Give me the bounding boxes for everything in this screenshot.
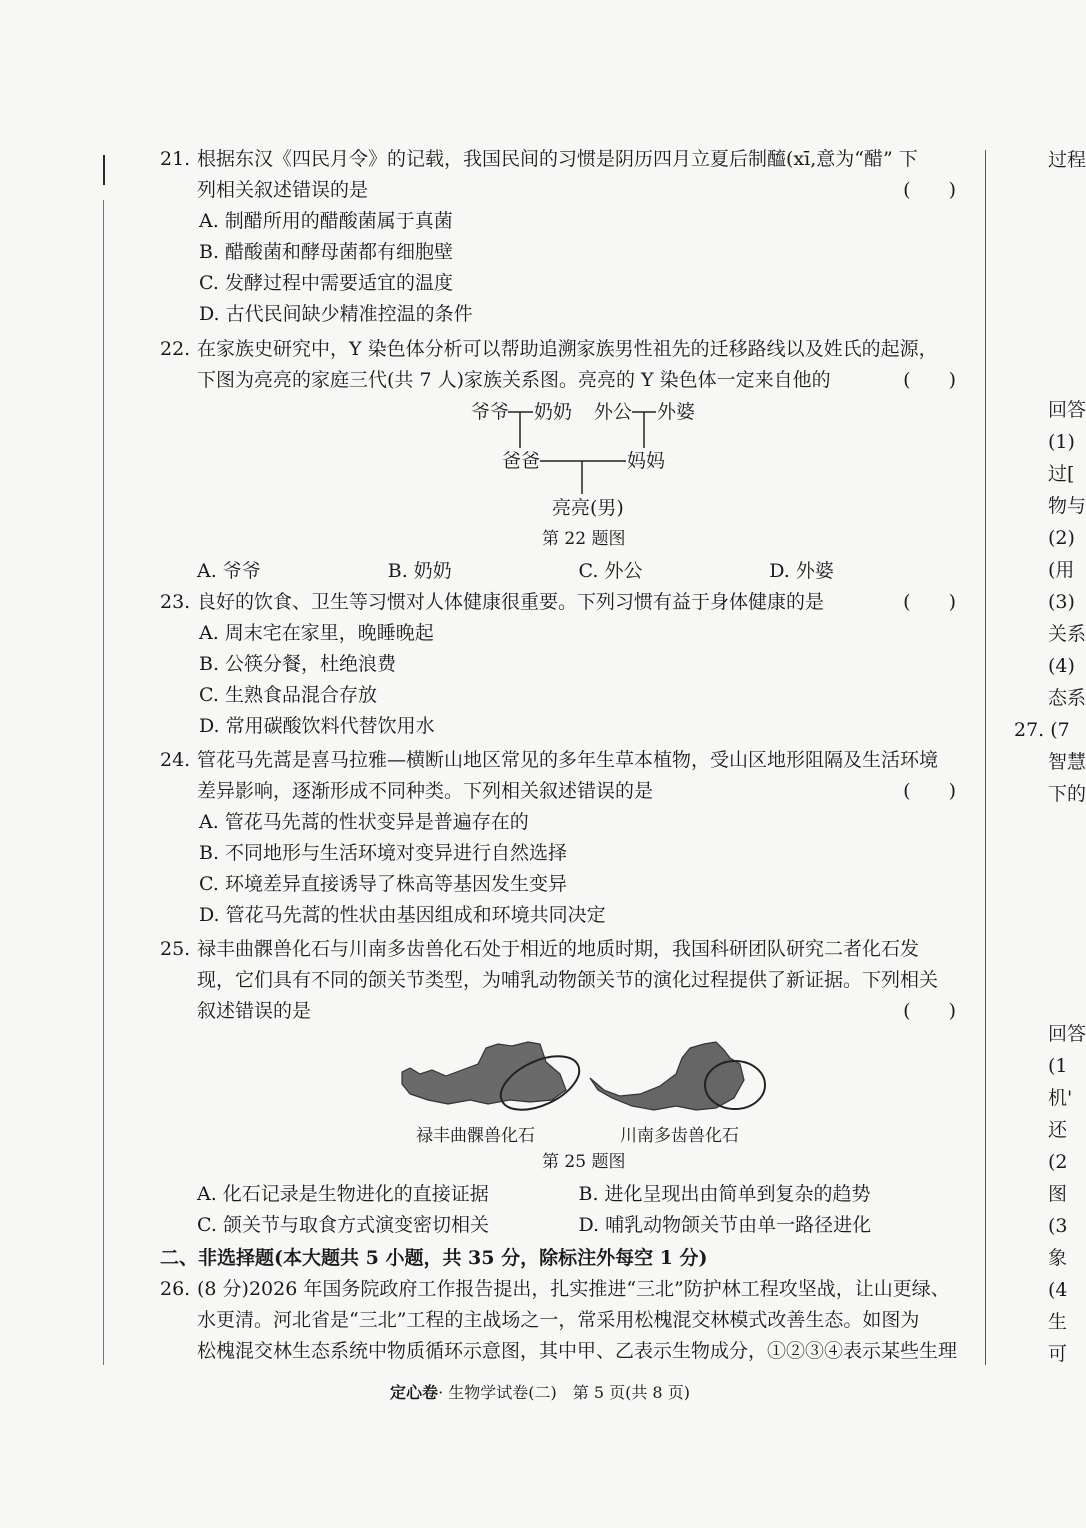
footer-title: · 生物学试卷(二): [438, 1383, 557, 1402]
right-col-1: 过程: [1048, 149, 1086, 171]
question-number: 26.: [160, 1278, 191, 1300]
fossil-left-joint-circle: [493, 1045, 588, 1120]
tree-child: 亮亮(男): [552, 497, 624, 519]
question-25-options: [160, 1179, 960, 1241]
right-col-12: 27. (7: [1014, 719, 1070, 741]
right-col-24: 生: [1048, 1311, 1068, 1333]
option-d: D. 哺乳动物颌关节由单一路径进化: [578, 1214, 872, 1236]
right-col-8: (3): [1048, 591, 1075, 613]
answer-paren: ( ): [903, 369, 956, 391]
option-d: D. 古代民间缺少精准控温的条件: [199, 303, 473, 325]
answer-paren: ( ): [903, 1000, 956, 1022]
section-heading: 二、非选择题(本大题共 5 小题，共 35 分，除标注外每空 1 分): [160, 1247, 708, 1269]
question-stem: (8 分)2026 年国务院政府工作报告提出，扎实推进“三北”防护林工程攻坚战，让山更绿、: [197, 1278, 950, 1300]
right-col-17: 机': [1048, 1087, 1073, 1109]
right-col-3: (1): [1048, 431, 1075, 453]
right-col-2: 回答: [1048, 399, 1086, 421]
question-number: 24.: [160, 749, 191, 771]
right-col-5: 物与: [1048, 495, 1086, 517]
right-col-23: (4: [1048, 1279, 1068, 1301]
answer-paren: ( ): [903, 179, 956, 201]
question-stem: 在家族史研究中，Y 染色体分析可以帮助追溯家族男性祖先的迁移路线以及姓氏的起源，: [197, 338, 938, 360]
question-stem: 根据东汉《四民月令》的记载，我国民间的习惯是阴历四月立夏后制醯(xī,意为“醋” 下: [197, 148, 918, 170]
tree-father: 爸爸: [502, 450, 541, 472]
question-stem: 水更清。河北省是“三北”工程的主战场之一，常采用松槐混交林模式改善生态。如图为: [197, 1309, 920, 1331]
option-d: D. 管花马先蒿的性状由基因组成和环境共同决定: [199, 904, 606, 926]
question-stem: 松槐混交林生态系统中物质循环示意图，其中甲、乙表示生物成分，①②③④表示某些生理: [197, 1340, 958, 1362]
right-col-20: 图: [1048, 1183, 1068, 1205]
figure-caption: 第 22 题图: [542, 529, 626, 549]
fossil-left-jaw: [402, 1042, 566, 1104]
question-23: [160, 587, 960, 742]
option-a: A. 周末宅在家里，晚睡晚起: [199, 622, 434, 644]
right-col-11: 态系: [1048, 687, 1086, 709]
option-c: C. 生熟食品混合存放: [199, 684, 377, 706]
tree-mother: 妈妈: [627, 450, 666, 472]
right-col-6: (2): [1048, 527, 1075, 549]
question-number: 23.: [160, 591, 191, 613]
figure-caption: 第 25 题图: [542, 1152, 626, 1172]
option-b: B. 公筷分餐，杜绝浪费: [199, 653, 397, 675]
answer-paren: ( ): [903, 780, 956, 802]
question-stem: 现，它们具有不同的颌关节类型，为哺乳动物颌关节的演化过程提供了新证据。下列相关: [197, 969, 939, 991]
question-24: [160, 745, 960, 931]
question-26: [160, 1274, 960, 1367]
question-stem: 良好的饮食、卫生等习惯对人体健康很重要。下列习惯有益于身体健康的是: [197, 591, 825, 613]
option-c: C. 环境差异直接诱导了株高等基因发生变异: [199, 873, 567, 895]
question-stem: 差异影响，逐渐形成不同种类。下列相关叙述错误的是: [197, 780, 654, 802]
question-25: [160, 934, 960, 1027]
right-col-4: 过[: [1048, 463, 1075, 485]
page-footer: [0, 1380, 1080, 1403]
fossil-right-jaw: [590, 1042, 744, 1110]
tree-maternal-grandma: 外婆: [657, 401, 696, 423]
right-col-16: (1: [1048, 1055, 1068, 1077]
option-a: A. 制醋所用的醋酸菌属于真菌: [199, 210, 453, 232]
question-stem: 禄丰曲髁兽化石与川南多齿兽化石处于相近的地质时期，我国科研团队研究二者化石发: [197, 938, 920, 960]
option-c: C. 颌关节与取食方式演变密切相关: [197, 1214, 489, 1236]
right-col-18: 还: [1048, 1119, 1068, 1141]
left-border-line: [103, 200, 104, 1365]
option-c: C. 外公: [578, 560, 643, 582]
right-col-13: 智慧: [1048, 751, 1086, 773]
option-b: B. 醋酸菌和酵母菌都有细胞壁: [199, 241, 454, 263]
question-22-options: [160, 556, 960, 587]
question-number: 25.: [160, 938, 191, 960]
option-b: B. 不同地形与生活环境对变异进行自然选择: [199, 842, 568, 864]
footer-brand: 定心卷: [390, 1383, 439, 1402]
question-21: [160, 144, 960, 330]
right-col-14: 下的: [1048, 783, 1086, 805]
tree-grandpa: 爷爷: [471, 401, 510, 423]
question-number: 21.: [160, 148, 191, 170]
option-b: B. 进化呈现出由简单到复杂的趋势: [578, 1183, 871, 1205]
right-col-10: (4): [1048, 655, 1075, 677]
answer-paren: ( ): [903, 591, 956, 613]
option-d: D. 常用碳酸饮料代替饮用水: [199, 715, 435, 737]
right-col-9: 关系: [1048, 623, 1086, 645]
fossil-left-label: 禄丰曲髁兽化石: [416, 1126, 535, 1146]
right-col-22: 象: [1048, 1247, 1068, 1269]
right-col-7: (用: [1048, 559, 1075, 581]
tree-grandma: 奶奶: [534, 401, 573, 423]
question-number: 22.: [160, 338, 191, 360]
column-divider: [985, 150, 986, 1365]
right-col-15: 回答: [1048, 1023, 1086, 1045]
question-stem: 管花马先蒿是喜马拉雅—横断山地区常见的多年生草本植物，受山区地形阻隔及生活环境: [197, 749, 939, 771]
right-col-19: (2: [1048, 1151, 1068, 1173]
fossil-right-label: 川南多齿兽化石: [620, 1126, 739, 1146]
fossil-right-joint-circle: [705, 1061, 765, 1109]
option-d: D. 外婆: [769, 560, 834, 582]
footer-page: 第 5 页(共 8 页): [572, 1383, 690, 1402]
question-stem: 下图为亮亮的家庭三代(共 7 人)家族关系图。亮亮的 Y 染色体一定来自他的: [197, 369, 831, 391]
question-22: [160, 334, 960, 396]
tree-maternal-grandpa: 外公: [594, 401, 633, 423]
left-margin-line: [103, 155, 105, 185]
option-a: A. 管花马先蒿的性状变异是普遍存在的: [199, 811, 529, 833]
option-b: B. 奶奶: [387, 560, 452, 582]
right-col-25: 可: [1048, 1343, 1068, 1365]
option-a: A. 化石记录是生物进化的直接证据: [197, 1183, 489, 1205]
right-col-21: (3: [1048, 1215, 1068, 1237]
question-stem: 叙述错误的是: [197, 1000, 312, 1022]
option-c: C. 发酵过程中需要适宜的温度: [199, 272, 453, 294]
option-a: A. 爷爷: [197, 560, 261, 582]
question-stem: 列相关叙述错误的是: [197, 179, 369, 201]
